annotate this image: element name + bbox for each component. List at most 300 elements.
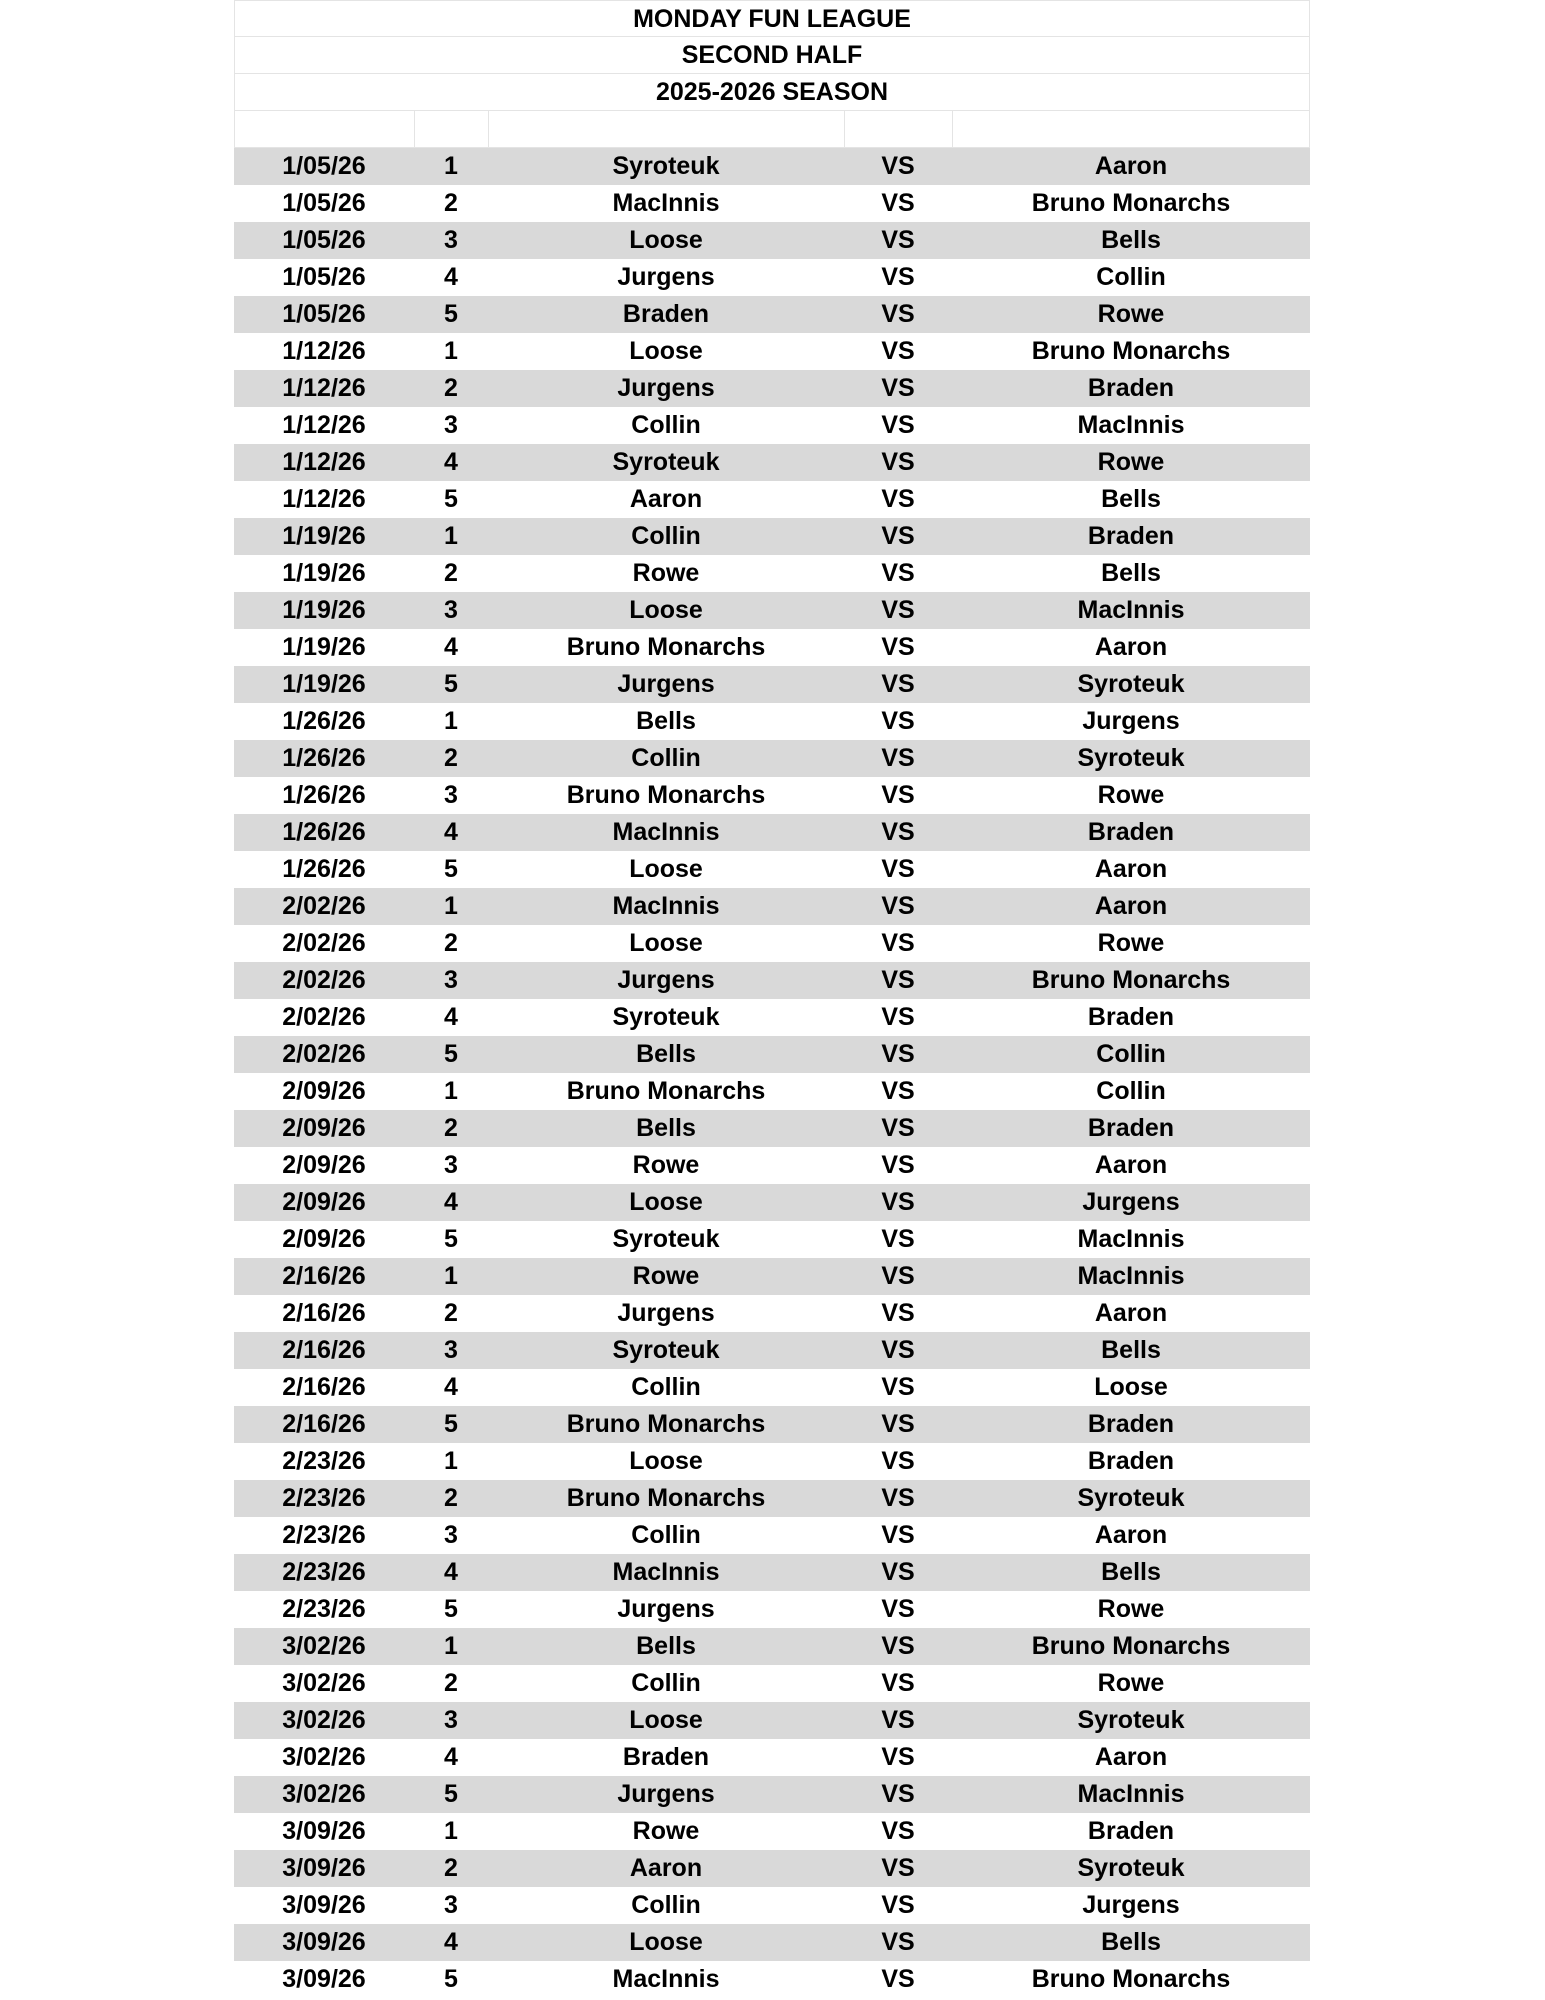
lane-number: 4 [444,1928,458,1956]
table-row [234,1887,1310,1924]
home-team: Bells [636,707,696,735]
home-team: Loose [629,1188,703,1216]
vs-label: VS [881,1706,915,1734]
lane-number: 1 [444,337,458,365]
vs-label: VS [881,1336,915,1364]
table-row [234,1369,1310,1406]
table-row [234,1813,1310,1850]
game-date: 2/02/26 [282,1040,366,1068]
game-date: 1/26/26 [282,744,366,772]
lane-number: 5 [444,1040,458,1068]
vs-label: VS [881,1817,915,1845]
home-team: Loose [629,1447,703,1475]
home-team: Collin [631,411,701,439]
lane-number: 2 [444,559,458,587]
away-team: Braden [1087,818,1175,846]
lane-number: 1 [444,1632,458,1660]
home-team: Rowe [632,1262,700,1290]
game-date: 1/19/26 [282,522,366,550]
lane-number: 3 [444,781,458,809]
game-date: 1/05/26 [282,226,366,254]
lane-number: 1 [444,1262,458,1290]
table-row [234,148,1310,185]
vs-label: VS [881,781,915,809]
home-team: Collin [631,744,701,772]
game-date: 1/05/26 [282,300,366,328]
home-team: Syroteuk [612,448,720,476]
away-team: Bruno Monarchs [1031,337,1231,365]
home-team: Jurgens [617,374,715,402]
blank-cell [488,111,844,147]
table-row [234,1554,1310,1591]
home-team: Loose [629,929,703,957]
home-team: Collin [631,1373,701,1401]
lane-number: 5 [444,300,458,328]
table-row [234,1480,1310,1517]
vs-label: VS [881,559,915,587]
away-team: Rowe [1097,1595,1165,1623]
table-row [234,592,1310,629]
away-team: MacInnis [1077,411,1185,439]
table-row [234,851,1310,888]
away-team: MacInnis [1077,596,1185,624]
lane-number: 2 [444,1854,458,1882]
vs-label: VS [881,411,915,439]
away-team: Rowe [1097,448,1165,476]
home-team: Loose [629,337,703,365]
away-team: Rowe [1097,929,1165,957]
vs-label: VS [881,448,915,476]
game-date: 1/12/26 [282,374,366,402]
home-team: Bruno Monarchs [566,633,766,661]
vs-label: VS [881,670,915,698]
away-team: Bruno Monarchs [1031,189,1231,217]
table-row [234,222,1310,259]
table-row [234,777,1310,814]
game-date: 3/09/26 [282,1854,366,1882]
home-team: MacInnis [612,818,720,846]
away-team: Bruno Monarchs [1031,1965,1231,1993]
home-team: MacInnis [612,892,720,920]
lane-number: 2 [444,189,458,217]
home-team: Bells [636,1632,696,1660]
table-row [234,407,1310,444]
game-date: 2/16/26 [282,1336,366,1364]
vs-label: VS [881,1447,915,1475]
away-team: Bells [1101,226,1161,254]
table-row [234,296,1310,333]
away-team: Jurgens [1082,1188,1180,1216]
lane-number: 3 [444,1521,458,1549]
table-row [234,518,1310,555]
vs-label: VS [881,1854,915,1882]
table-row [234,1036,1310,1073]
away-team: MacInnis [1077,1780,1185,1808]
games-table [234,148,1310,1998]
lane-number: 2 [444,1299,458,1327]
home-team: Jurgens [617,1299,715,1327]
lane-number: 4 [444,1558,458,1586]
vs-label: VS [881,263,915,291]
game-date: 3/09/26 [282,1817,366,1845]
vs-label: VS [881,744,915,772]
game-date: 2/16/26 [282,1299,366,1327]
home-team: Braden [622,300,710,328]
table-row [234,1665,1310,1702]
table-row [234,925,1310,962]
away-team: Rowe [1097,781,1165,809]
lane-number: 3 [444,1706,458,1734]
lane-number: 5 [444,485,458,513]
away-team: Syroteuk [1077,1484,1185,1512]
table-row [234,1702,1310,1739]
home-team: Collin [631,1891,701,1919]
away-team: Collin [1096,1040,1166,1068]
game-date: 1/19/26 [282,596,366,624]
home-team: Bells [636,1114,696,1142]
vs-label: VS [881,374,915,402]
away-team: Bells [1101,1558,1161,1586]
game-date: 2/02/26 [282,966,366,994]
table-row [234,962,1310,999]
blank-cell [952,111,1310,147]
vs-label: VS [881,1299,915,1327]
game-date: 3/09/26 [282,1891,366,1919]
vs-label: VS [881,892,915,920]
lane-number: 3 [444,596,458,624]
lane-number: 4 [444,1188,458,1216]
away-team: Braden [1087,1817,1175,1845]
table-row [234,1961,1310,1998]
vs-label: VS [881,1595,915,1623]
vs-label: VS [881,929,915,957]
lane-number: 1 [444,707,458,735]
vs-label: VS [881,1077,915,1105]
vs-label: VS [881,1373,915,1401]
table-row [234,814,1310,851]
blank-header-row [234,111,1310,148]
home-team: Collin [631,1521,701,1549]
game-date: 1/26/26 [282,781,366,809]
table-row [234,666,1310,703]
home-team: Aaron [629,485,703,513]
blank-cell [414,111,488,147]
lane-number: 3 [444,411,458,439]
away-team: Bells [1101,559,1161,587]
home-team: Bells [636,1040,696,1068]
vs-label: VS [881,1558,915,1586]
home-team: Collin [631,522,701,550]
home-team: Bruno Monarchs [566,1484,766,1512]
game-date: 1/19/26 [282,633,366,661]
home-team: Rowe [632,1151,700,1179]
away-team: Braden [1087,1447,1175,1475]
game-date: 2/02/26 [282,929,366,957]
away-team: Syroteuk [1077,1706,1185,1734]
game-date: 1/05/26 [282,263,366,291]
away-team: Jurgens [1082,1891,1180,1919]
table-row [234,1221,1310,1258]
away-team: Collin [1096,263,1166,291]
table-row [234,1591,1310,1628]
lane-number: 1 [444,1077,458,1105]
vs-label: VS [881,596,915,624]
away-team: Aaron [1094,1299,1168,1327]
game-date: 3/02/26 [282,1632,366,1660]
home-team: Jurgens [617,1595,715,1623]
lane-number: 3 [444,226,458,254]
vs-label: VS [881,1114,915,1142]
home-team: Bruno Monarchs [566,1410,766,1438]
home-team: Rowe [632,559,700,587]
away-team: Aaron [1094,152,1168,180]
lane-number: 1 [444,1447,458,1475]
away-team: Bells [1101,485,1161,513]
lane-number: 5 [444,855,458,883]
home-team: Braden [622,1743,710,1771]
table-row [234,1628,1310,1665]
home-team: Jurgens [617,670,715,698]
away-team: Bells [1101,1336,1161,1364]
home-team: Syroteuk [612,1003,720,1031]
game-date: 2/23/26 [282,1558,366,1586]
home-team: Jurgens [617,1780,715,1808]
vs-label: VS [881,1484,915,1512]
vs-label: VS [881,189,915,217]
game-date: 1/26/26 [282,818,366,846]
lane-number: 2 [444,929,458,957]
table-row [234,703,1310,740]
home-team: Syroteuk [612,1336,720,1364]
vs-label: VS [881,1040,915,1068]
game-date: 1/12/26 [282,411,366,439]
away-team: Rowe [1097,300,1165,328]
vs-label: VS [881,1632,915,1660]
game-date: 2/16/26 [282,1262,366,1290]
away-team: Jurgens [1082,707,1180,735]
vs-label: VS [881,1928,915,1956]
home-team: Bruno Monarchs [566,781,766,809]
lane-number: 2 [444,374,458,402]
table-row [234,1776,1310,1813]
table-row [234,629,1310,666]
lane-number: 2 [444,1484,458,1512]
table-row [234,888,1310,925]
vs-label: VS [881,1188,915,1216]
blank-cell [844,111,952,147]
game-date: 3/02/26 [282,1706,366,1734]
game-date: 1/05/26 [282,152,366,180]
table-row [234,555,1310,592]
game-date: 1/12/26 [282,337,366,365]
home-team: Syroteuk [612,1225,720,1253]
table-row [234,1073,1310,1110]
vs-label: VS [881,152,915,180]
lane-number: 1 [444,152,458,180]
lane-number: 4 [444,448,458,476]
away-team: Braden [1087,522,1175,550]
game-date: 2/16/26 [282,1373,366,1401]
schedule-sheet [234,0,1310,1998]
table-row [234,370,1310,407]
lane-number: 4 [444,633,458,661]
game-date: 1/05/26 [282,189,366,217]
lane-number: 1 [444,892,458,920]
home-team: Jurgens [617,263,715,291]
away-team: Bells [1101,1928,1161,1956]
table-row [234,444,1310,481]
away-team: Aaron [1094,1521,1168,1549]
home-team: Aaron [629,1854,703,1882]
game-date: 1/19/26 [282,670,366,698]
game-date: 3/02/26 [282,1780,366,1808]
away-team: Braden [1087,374,1175,402]
game-date: 2/23/26 [282,1521,366,1549]
vs-label: VS [881,1225,915,1253]
vs-label: VS [881,1669,915,1697]
vs-label: VS [881,337,915,365]
lane-number: 3 [444,1891,458,1919]
lane-number: 5 [444,1965,458,1993]
vs-label: VS [881,966,915,994]
vs-label: VS [881,226,915,254]
away-team: Braden [1087,1410,1175,1438]
vs-label: VS [881,1003,915,1031]
away-team: Bruno Monarchs [1031,1632,1231,1660]
lane-number: 2 [444,1669,458,1697]
home-team: Jurgens [617,966,715,994]
table-row [234,1258,1310,1295]
home-team: MacInnis [612,1965,720,1993]
away-team: Aaron [1094,892,1168,920]
home-team: MacInnis [612,1558,720,1586]
table-row [234,1147,1310,1184]
game-date: 1/26/26 [282,855,366,883]
lane-number: 5 [444,1225,458,1253]
away-team: Syroteuk [1077,744,1185,772]
table-row [234,481,1310,518]
table-row [234,1110,1310,1147]
game-date: 2/23/26 [282,1447,366,1475]
lane-number: 2 [444,1114,458,1142]
away-team: Syroteuk [1077,1854,1185,1882]
table-row [234,740,1310,777]
away-team: Braden [1087,1114,1175,1142]
vs-label: VS [881,1151,915,1179]
lane-number: 5 [444,1410,458,1438]
vs-label: VS [881,1410,915,1438]
blank-cell [234,111,414,147]
game-date: 2/23/26 [282,1484,366,1512]
season-label: 2025-2026 SEASON [234,74,1310,111]
away-team: Bruno Monarchs [1031,966,1231,994]
home-team: Loose [629,1928,703,1956]
home-team: Loose [629,596,703,624]
lane-number: 1 [444,522,458,550]
table-row [234,1184,1310,1221]
lane-number: 4 [444,818,458,846]
home-team: Bruno Monarchs [566,1077,766,1105]
vs-label: VS [881,1780,915,1808]
home-team: Loose [629,226,703,254]
away-team: MacInnis [1077,1225,1185,1253]
home-team: MacInnis [612,189,720,217]
vs-label: VS [881,855,915,883]
table-row [234,1517,1310,1554]
vs-label: VS [881,1262,915,1290]
vs-label: VS [881,522,915,550]
game-date: 2/09/26 [282,1077,366,1105]
vs-label: VS [881,1965,915,1993]
table-row [234,1332,1310,1369]
home-team: Rowe [632,1817,700,1845]
home-team: Collin [631,1669,701,1697]
league-title: MONDAY FUN LEAGUE [234,0,1310,37]
lane-number: 4 [444,1743,458,1771]
game-date: 1/12/26 [282,448,366,476]
game-date: 3/09/26 [282,1928,366,1956]
game-date: 1/12/26 [282,485,366,513]
vs-label: VS [881,818,915,846]
table-row [234,259,1310,296]
game-date: 1/26/26 [282,707,366,735]
lane-number: 2 [444,744,458,772]
away-team: Rowe [1097,1669,1165,1697]
vs-label: VS [881,633,915,661]
table-row [234,1739,1310,1776]
table-row [234,1924,1310,1961]
lane-number: 1 [444,1817,458,1845]
game-date: 3/02/26 [282,1669,366,1697]
away-team: Aaron [1094,855,1168,883]
game-date: 2/02/26 [282,892,366,920]
home-team: Loose [629,855,703,883]
vs-label: VS [881,707,915,735]
home-team: Loose [629,1706,703,1734]
table-row [234,1406,1310,1443]
vs-label: VS [881,1743,915,1771]
lane-number: 4 [444,1003,458,1031]
lane-number: 4 [444,263,458,291]
lane-number: 3 [444,966,458,994]
away-team: MacInnis [1077,1262,1185,1290]
table-row [234,1295,1310,1332]
lane-number: 5 [444,1595,458,1623]
game-date: 2/09/26 [282,1151,366,1179]
home-team: Syroteuk [612,152,720,180]
game-date: 2/09/26 [282,1188,366,1216]
game-date: 1/19/26 [282,559,366,587]
vs-label: VS [881,1891,915,1919]
away-team: Aaron [1094,1743,1168,1771]
league-subtitle: SECOND HALF [234,37,1310,74]
game-date: 2/09/26 [282,1225,366,1253]
lane-number: 5 [444,1780,458,1808]
away-team: Braden [1087,1003,1175,1031]
away-team: Loose [1094,1373,1168,1401]
game-date: 2/23/26 [282,1595,366,1623]
away-team: Syroteuk [1077,670,1185,698]
vs-label: VS [881,485,915,513]
vs-label: VS [881,300,915,328]
table-row [234,185,1310,222]
away-team: Collin [1096,1077,1166,1105]
lane-number: 3 [444,1336,458,1364]
game-date: 2/09/26 [282,1114,366,1142]
table-row [234,1443,1310,1480]
game-date: 3/02/26 [282,1743,366,1771]
lane-number: 3 [444,1151,458,1179]
